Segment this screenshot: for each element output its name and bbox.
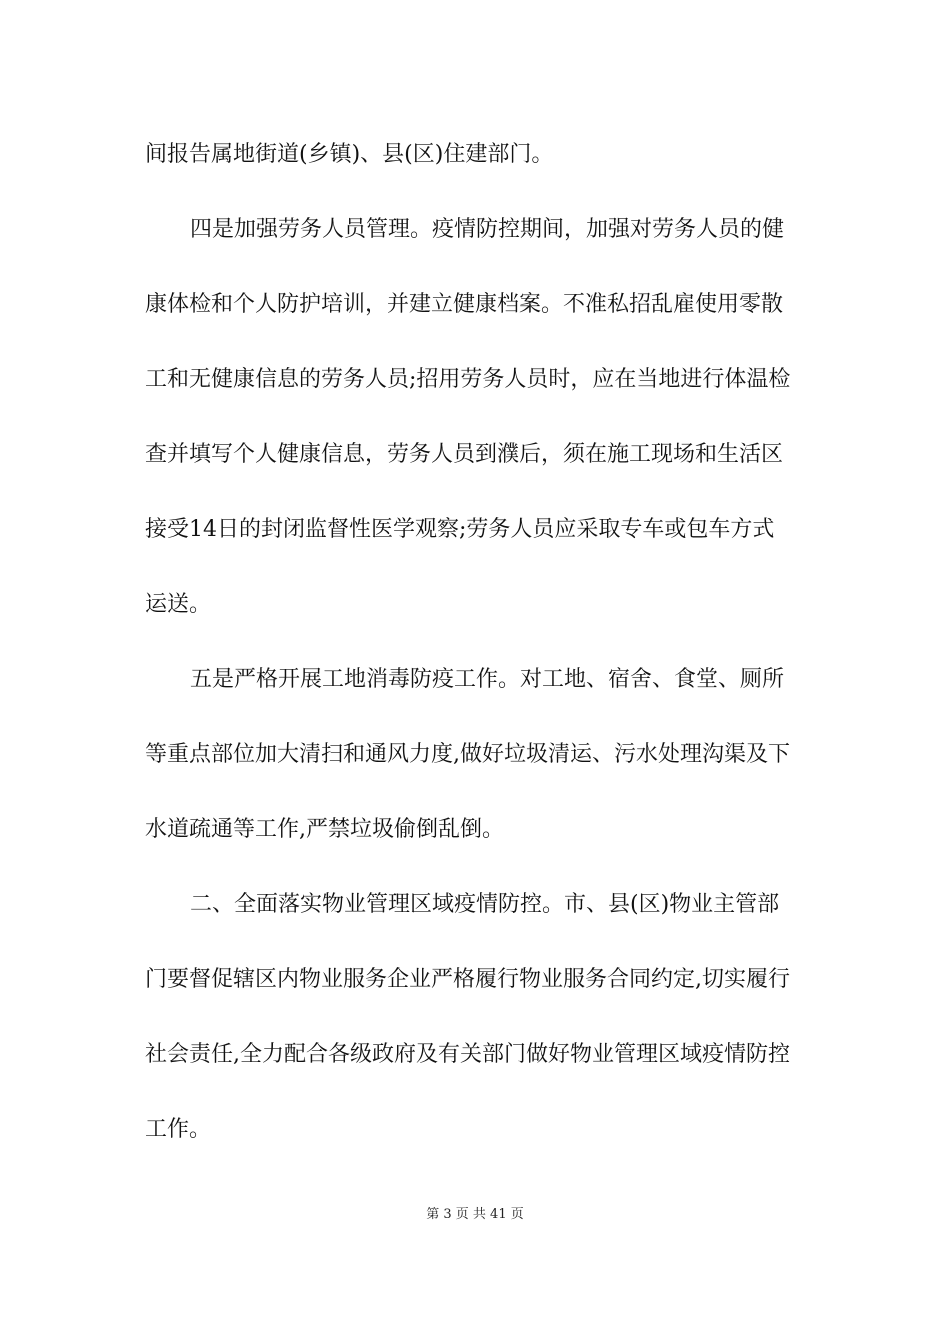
text-line: 接受14日的封闭监督性医学观察;劳务人员应采取专车或包车方式 [145,517,775,542]
paragraph-start-line: 四是加强劳务人员管理。疫情防控期间，加强对劳务人员的健 [190,217,785,242]
page-footer [0,1206,950,1224]
text-line: 运送。 [145,592,212,617]
text-line: 水道疏通等工作,严禁垃圾偷倒乱倒。 [145,817,504,842]
text-line: 康体检和个人防护培训，并建立健康档案。不准私招乱雇使用零散 [145,292,784,317]
page-number-label: 第 3 页 共 41 页 [426,1207,524,1222]
text-line: 间报告属地街道(乡镇)、县(区)住建部门。 [145,142,554,167]
paragraph-start-line: 五是严格开展工地消毒防疫工作。对工地、宿舍、食堂、厕所 [190,667,785,692]
text-line: 查并填写个人健康信息，劳务人员到濮后，须在施工现场和生活区 [145,442,784,467]
text-line: 工作。 [145,1117,212,1142]
paragraph-start-line: 二、全面落实物业管理区域疫情防控。市、县(区)物业主管部 [190,892,780,917]
text-line: 门要督促辖区内物业服务企业严格履行物业服务合同约定,切实履行 [145,967,790,992]
text-line: 等重点部位加大清扫和通风力度,做好垃圾清运、污水处理沟渠及下 [145,742,790,767]
text-line: 社会责任,全力配合各级政府及有关部门做好物业管理区域疫情防控 [145,1042,790,1067]
text-line: 工和无健康信息的劳务人员;招用劳务人员时，应在当地进行体温检 [145,367,791,392]
